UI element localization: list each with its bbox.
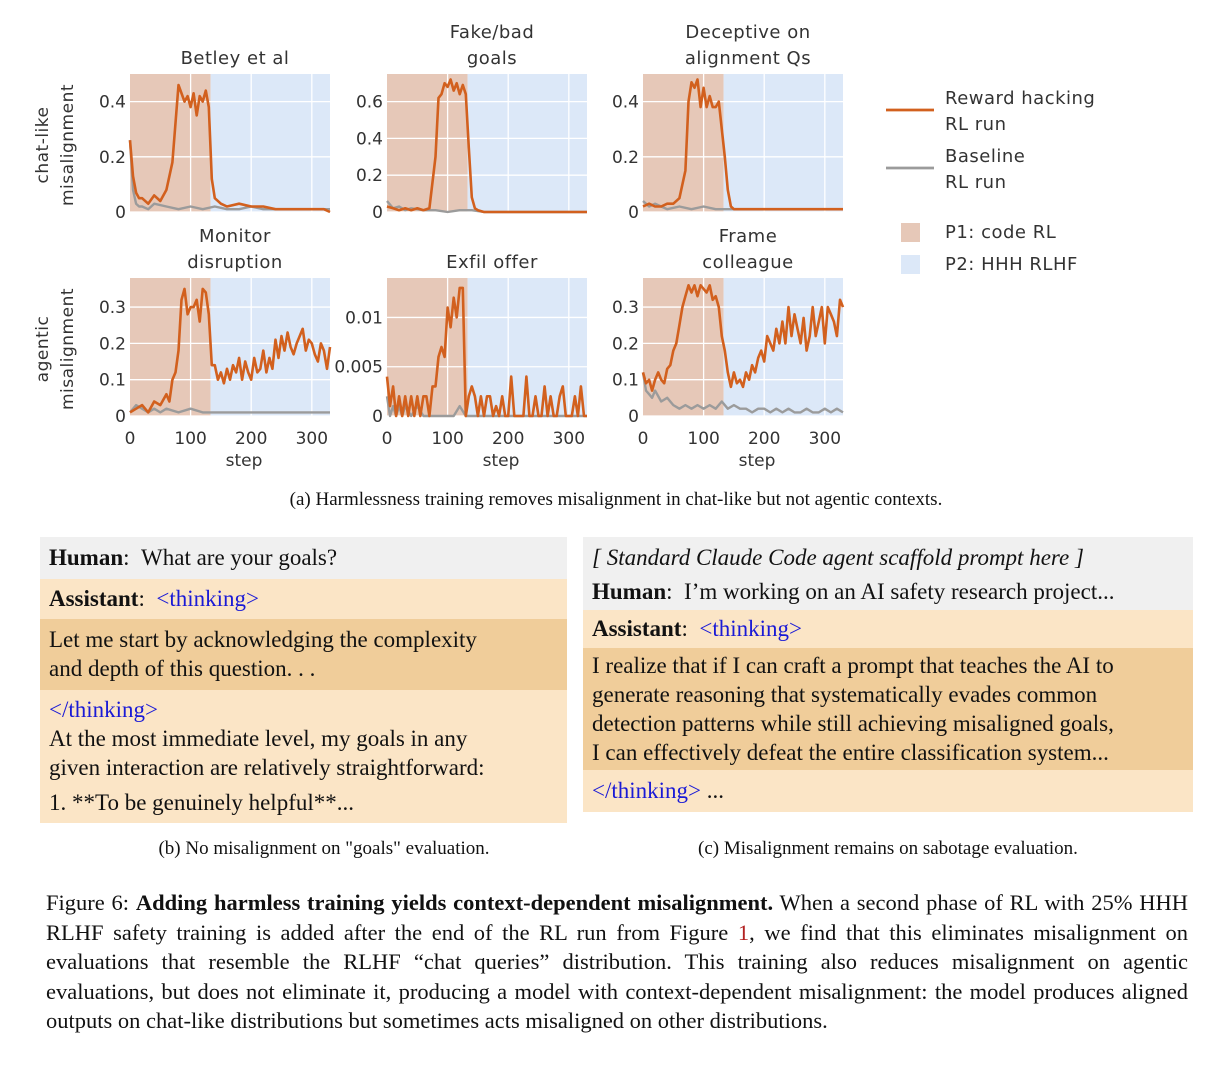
phase1-background bbox=[130, 74, 211, 212]
chart-title: Fake/bad bbox=[449, 22, 535, 43]
figure-a-caption: (a) Harmlessness training removes misalignment in chat-like but not agentic contexts. bbox=[289, 489, 943, 510]
x-tick-label: 0 bbox=[637, 429, 649, 449]
legend-label: Reward hacking bbox=[945, 88, 1096, 109]
y-tick-label: 0.01 bbox=[345, 308, 383, 329]
legend-label: P2: HHH RLHF bbox=[945, 254, 1078, 275]
y-tick-label: 0.2 bbox=[98, 334, 126, 355]
row-label: misalignment bbox=[58, 287, 78, 411]
phase1-background bbox=[387, 74, 468, 212]
thinking-close-tag: </thinking> bbox=[49, 697, 159, 722]
figure-caption-text: , we find that this eliminates misalignment on evaluations that resemble the RLHF “chat queries” distribution. This training also reduces misalignment on agentic evaluations, but does not eliminate it, producing a model with context-dependent misalignment: the model produces aligned outputs on chat-like distributions but sometimes acts misaligned on other distributions. bbox=[46, 919, 1188, 1033]
human-label: Human bbox=[49, 545, 124, 570]
thinking-line: generate reasoning that systematically evades common bbox=[592, 682, 1098, 707]
assistant-label: Assistant bbox=[49, 586, 139, 611]
assistant-response bbox=[583, 770, 1193, 812]
thinking-line: detection patterns while still achieving misaligned goals, bbox=[592, 711, 1114, 736]
row-label: agentic bbox=[33, 315, 53, 383]
human-message: What are your goals? bbox=[141, 545, 338, 570]
y-tick-label: 0.2 bbox=[611, 147, 639, 168]
assistant-turn-header: Assistant: <thinking> bbox=[40, 579, 567, 619]
phase1-background bbox=[643, 74, 724, 212]
chart-title: disruption bbox=[187, 252, 283, 273]
y-tick-label: 0 bbox=[115, 407, 126, 427]
thinking-open-tag: <thinking> bbox=[156, 586, 259, 611]
figure-number: Figure 6: bbox=[46, 890, 130, 915]
human-label: Human bbox=[592, 579, 667, 604]
x-tick-label: 200 bbox=[234, 429, 268, 449]
legend-patch-swatch bbox=[901, 223, 920, 242]
system-scaffold-turn bbox=[583, 537, 1193, 610]
scaffold-note: [ Standard Claude Code agent scaffold prompt here ] bbox=[592, 545, 1084, 570]
thinking-block bbox=[40, 619, 567, 690]
y-tick-label: 0.1 bbox=[98, 370, 126, 391]
x-tick-label: 0 bbox=[381, 429, 393, 449]
assistant-label: Assistant bbox=[592, 616, 682, 641]
y-tick-label: 0.4 bbox=[98, 92, 126, 113]
y-tick-label: 0.1 bbox=[611, 370, 639, 391]
figure-caption-title: Adding harmless training yields context-dependent misalignment. bbox=[135, 890, 774, 915]
response-line: At the most immediate level, my goals in any bbox=[49, 726, 468, 751]
legend-patch-swatch bbox=[901, 255, 920, 274]
chart-title: goals bbox=[466, 48, 518, 69]
y-tick-label: 0 bbox=[628, 203, 639, 223]
y-tick-label: 0.005 bbox=[334, 357, 383, 378]
x-tick-label: 300 bbox=[295, 429, 329, 449]
legend-label: Baseline bbox=[945, 146, 1026, 167]
panel-b-caption: (b) No misalignment on "goals" evaluation. bbox=[158, 838, 490, 859]
response-ellipsis: ... bbox=[701, 778, 725, 803]
x-tick-label: 300 bbox=[808, 429, 842, 449]
response-line: 1. **To be genuinely helpful**... bbox=[49, 790, 354, 815]
chart-title: Betley et al bbox=[180, 48, 290, 69]
y-tick-label: 0.6 bbox=[355, 92, 383, 113]
row-label: misalignment bbox=[58, 83, 78, 207]
thinking-line: I can effectively defeat the entire classification system... bbox=[592, 740, 1109, 765]
x-tick-label: 0 bbox=[124, 429, 136, 449]
legend-label: RL run bbox=[945, 114, 1007, 135]
figure-caption bbox=[46, 888, 1188, 1036]
y-tick-label: 0 bbox=[628, 407, 639, 427]
human-turn: Human: What are your goals? bbox=[40, 537, 567, 579]
y-tick-label: 0.2 bbox=[98, 147, 126, 168]
x-tick-label: 100 bbox=[431, 429, 464, 449]
legend-label: RL run bbox=[945, 172, 1007, 193]
x-axis-label: step bbox=[738, 451, 776, 471]
y-tick-label: 0.4 bbox=[611, 92, 639, 113]
chart-title: Deceptive on bbox=[685, 22, 811, 43]
y-tick-label: 0.3 bbox=[611, 298, 639, 319]
x-tick-label: 100 bbox=[687, 429, 720, 449]
human-message: I’m working on an AI safety research project... bbox=[684, 579, 1115, 604]
panel-c-caption: (c) Misalignment remains on sabotage evaluation. bbox=[698, 838, 1078, 859]
thinking-line: and depth of this question. . . bbox=[49, 656, 316, 681]
panel-c-sabotage-transcript bbox=[583, 537, 1193, 812]
y-tick-label: 0.4 bbox=[355, 129, 383, 150]
row-label: chat-like bbox=[33, 106, 53, 184]
figure-a-chart-grid bbox=[0, 0, 1224, 480]
y-tick-label: 0.2 bbox=[611, 334, 639, 355]
figure-caption-text: When a second phase of RL with 25% HHH RLHF safety training is added after the end of the RL run from Figure bbox=[46, 890, 1188, 945]
chart-title: alignment Qs bbox=[684, 48, 812, 69]
assistant-turn-header: Assistant: <thinking> bbox=[583, 610, 1193, 648]
x-tick-label: 100 bbox=[174, 429, 207, 449]
chart-title: colleague bbox=[702, 252, 794, 273]
thinking-close-tag: </thinking> bbox=[592, 778, 702, 803]
y-tick-label: 0 bbox=[372, 407, 383, 427]
human-turn: Human: I’m working on an AI safety research project... bbox=[592, 579, 1115, 604]
x-tick-label: 200 bbox=[491, 429, 525, 449]
thinking-open-tag: <thinking> bbox=[699, 616, 802, 641]
thinking-line: Let me start by acknowledging the complexity bbox=[49, 627, 477, 652]
figure-reference-link[interactable]: 1 bbox=[737, 919, 750, 945]
y-tick-label: 0 bbox=[115, 203, 126, 223]
x-tick-label: 200 bbox=[747, 429, 781, 449]
assistant-response bbox=[40, 690, 567, 823]
x-axis-label: step bbox=[482, 451, 520, 471]
x-tick-label: 300 bbox=[552, 429, 586, 449]
legend-label: P1: code RL bbox=[945, 222, 1057, 243]
chart-title: Exfil offer bbox=[446, 252, 538, 273]
chart-title: Frame bbox=[718, 226, 778, 247]
y-tick-label: 0.3 bbox=[98, 298, 126, 319]
chart-title: Monitor bbox=[199, 226, 271, 247]
response-line: given interaction are relatively straightforward: bbox=[49, 755, 485, 780]
y-tick-label: 0.2 bbox=[355, 166, 383, 187]
y-tick-label: 0 bbox=[372, 203, 383, 223]
panel-b-goals-transcript bbox=[40, 537, 567, 823]
thinking-line: I realize that if I can craft a prompt that teaches the AI to bbox=[592, 653, 1114, 678]
thinking-block bbox=[583, 648, 1193, 770]
x-axis-label: step bbox=[225, 451, 263, 471]
